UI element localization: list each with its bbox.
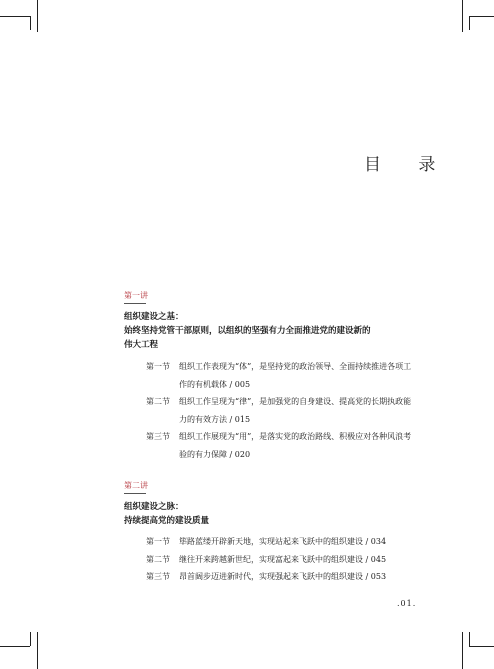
lecture-heading-line: 始终坚持党管干部原则，以组织的坚强有力全面推进党的建设新的 <box>124 326 371 336</box>
lecture-label: 第一讲 <box>124 291 148 300</box>
toc-entry[interactable] <box>146 533 418 551</box>
lecture-heading <box>124 500 424 528</box>
section-title: 筚路蓝缕开辟新天地，实现站起来飞跃中的组织建设 / 034 <box>179 537 387 546</box>
toc-entry[interactable] <box>146 393 418 428</box>
section-label: 第三节 <box>146 572 170 581</box>
section-title: 继往开来跨越新世纪，实现富起来飞跃中的组织建设 / 045 <box>179 554 387 564</box>
lecture-label: 第二讲 <box>124 481 148 490</box>
lecture-1-header <box>124 290 424 352</box>
lecture-heading-line: 伟大工程 <box>124 340 159 350</box>
section-label: 第二节 <box>146 554 170 564</box>
toc-entry[interactable] <box>146 428 418 463</box>
page-number: .01. <box>397 599 417 608</box>
lecture-heading-line: 组织建设之脉： <box>124 502 184 512</box>
lecture-2-sections <box>146 533 418 586</box>
lecture-divider <box>124 493 146 494</box>
lecture-divider <box>124 303 146 304</box>
lecture-2-header <box>124 480 424 528</box>
toc-entry[interactable] <box>146 358 418 393</box>
toc-entry[interactable] <box>146 568 418 586</box>
lecture-heading-line: 组织建设之基： <box>124 312 184 322</box>
section-label: 第三节 <box>146 432 170 441</box>
section-label: 第一节 <box>146 362 170 371</box>
section-label: 第二节 <box>146 397 170 406</box>
section-label: 第一节 <box>146 537 170 546</box>
lecture-heading-line: 持续提高党的建设质量 <box>124 516 210 526</box>
section-title: 组织工作表现为“体”，是坚持党的政治领导、全面持续推进各项工作的有机载体 / 005 <box>179 362 412 389</box>
page-title: 目 录 <box>364 155 452 175</box>
lecture-heading <box>124 310 424 352</box>
section-title: 组织工作展现为“用”，是落实党的政治路线、积极应对各种风浪考验的有力保障 / 020 <box>179 432 412 459</box>
section-title: 组织工作呈现为“律”，是加强党的自身建设、提高党的长期执政能力的有效方法 / 015 <box>179 397 412 424</box>
toc-entry[interactable] <box>146 551 418 569</box>
section-title: 昂首阔步迈进新时代，实现强起来飞跃中的组织建设 / 053 <box>179 572 387 581</box>
lecture-1-sections <box>146 358 418 463</box>
